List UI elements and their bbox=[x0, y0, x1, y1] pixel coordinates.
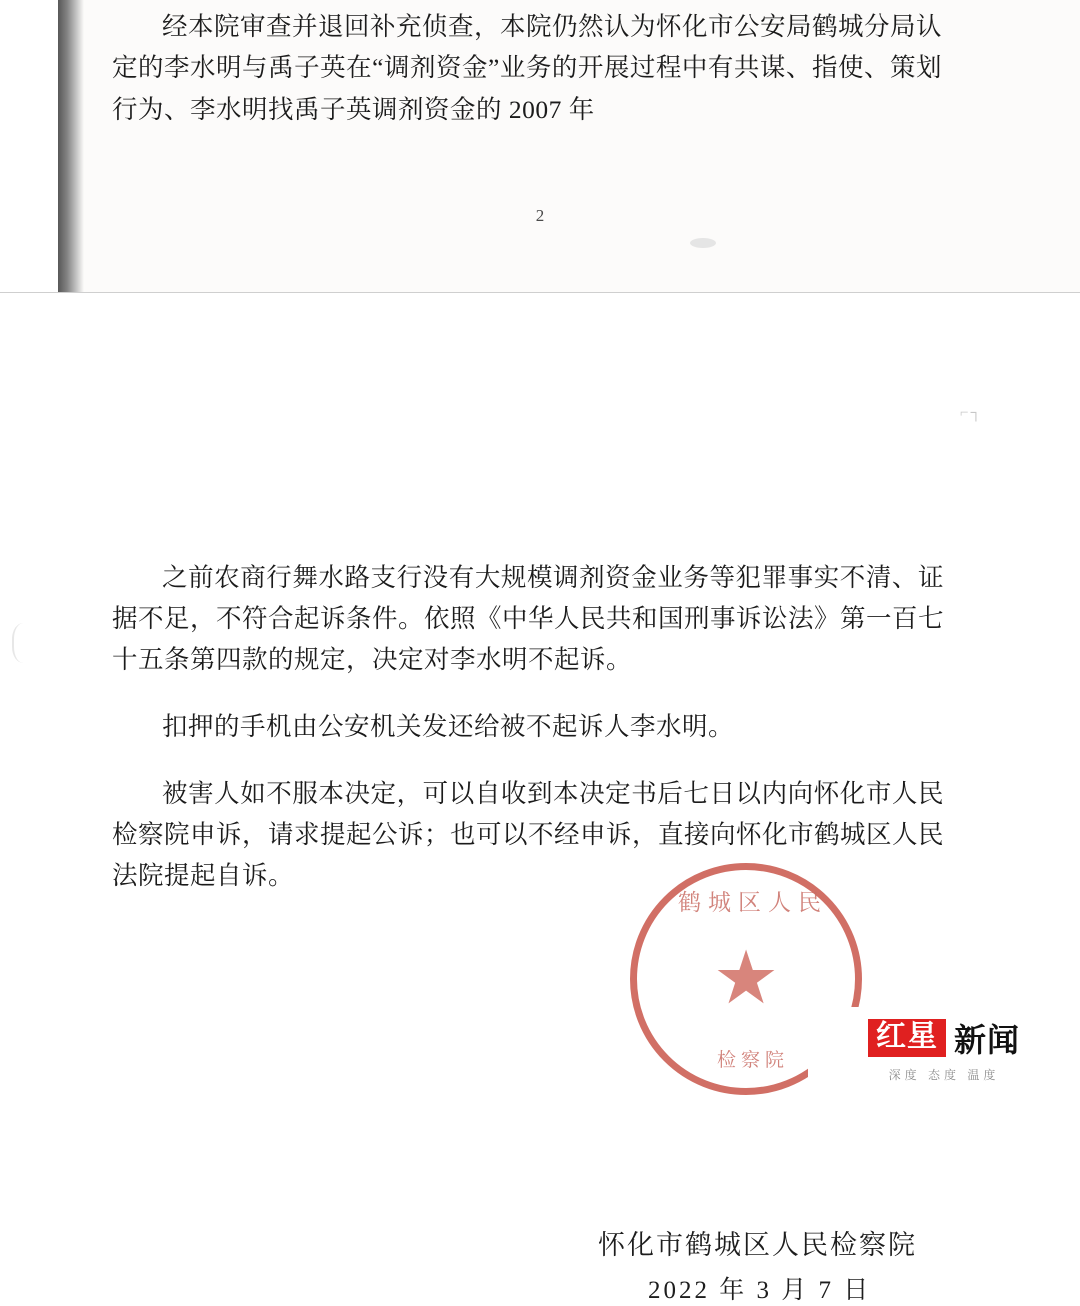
previous-page-paragraph: 经本院审查并退回补充侦查，本院仍然认为怀化市公安局鹤城分局认定的李水明与禹子英在“调剂资金”业务的开展过程中有共谋、指使、策划行为、李水明找禹子英调剂资金的 2007 年 bbox=[112, 12, 943, 124]
page-number: 2 bbox=[535, 206, 545, 225]
signature-organization: 怀化市鹤城区人民检察院 bbox=[598, 1230, 917, 1260]
scan-left-margin bbox=[0, 0, 60, 292]
document-body bbox=[112, 531, 944, 922]
watermark-logo-row bbox=[868, 1015, 1020, 1061]
seal-text-bottom: 检察院 bbox=[716, 1050, 789, 1071]
seal-text-top: 鹤城区人民 bbox=[678, 890, 828, 915]
body-paragraph-1: 之前农商行舞水路支行没有大规模调剂资金业务等犯罪事实不清、证据不足，不符合起诉条件。依照《中华人民共和国刑事诉讼法》第一百七十五条第四款的规定，决定对李水明不起诉。 bbox=[112, 562, 945, 675]
body-paragraph-2: 扣押的手机由公安机关发还给被不起诉人李水明。 bbox=[162, 711, 735, 741]
seal-star-icon: ★ bbox=[712, 938, 780, 1020]
watermark-logo bbox=[808, 1007, 1080, 1091]
scan-artifact-smudge bbox=[690, 238, 716, 248]
current-page bbox=[0, 293, 1080, 1304]
watermark-word: 新闻 bbox=[953, 1022, 1020, 1058]
watermark-badge: 红星 bbox=[868, 1019, 946, 1057]
scan-artifact-mark: ⌐┐ bbox=[960, 405, 984, 421]
previous-page-fragment bbox=[0, 0, 1080, 293]
body-paragraph-3: 被害人如不服本决定，可以自收到本决定书后七日以内向怀化市人民检察院申诉，请求提起公诉；也可以不经申诉，直接向怀化市鹤城区人民法院提起自诉。 bbox=[112, 778, 945, 891]
scan-artifact-curve bbox=[12, 623, 40, 663]
watermark-subtitle: 深度 态度 温度 bbox=[888, 1068, 1000, 1082]
signature-date: 2022 年 3 月 7 日 bbox=[648, 1277, 872, 1304]
